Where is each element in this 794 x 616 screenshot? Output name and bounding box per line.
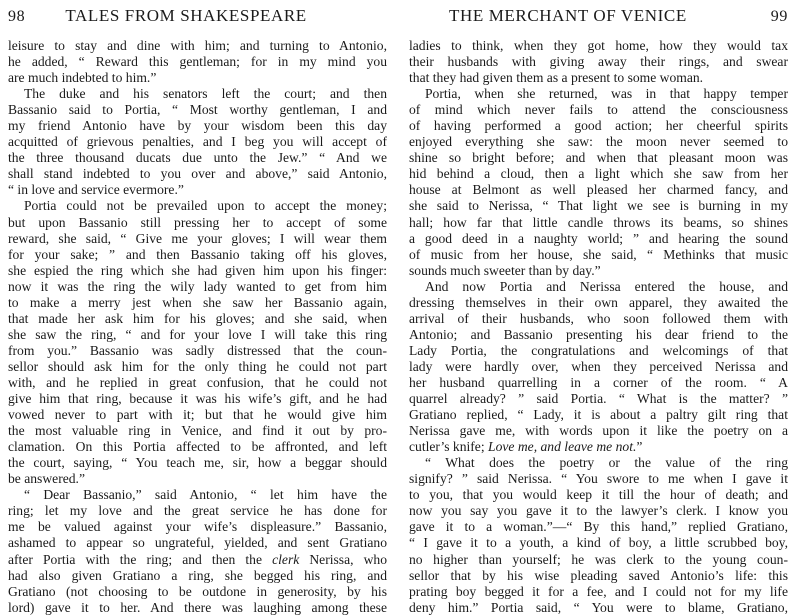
text-line: quarrel already? ” said Portia. “ What is the matter? ” <box>409 391 788 407</box>
text-line: me be valued against your wife’s displeasure.” Bassanio, <box>8 519 387 535</box>
text-line: she espied the ring which she had given him upon his finger: <box>8 262 387 278</box>
text-line: hall; how far that little candle throws its beams, so shines <box>409 214 788 230</box>
text-line: gave it to a woman.”—“ By this hand,” replied Gratiano, <box>409 519 788 535</box>
text-line: arrival of their husbands, who soon followed them with <box>409 310 788 326</box>
text-line: vowed never to part with it; but that he would give him <box>8 407 387 423</box>
text-line: The duke and his senators left the court; and then <box>24 86 387 102</box>
text-line: after Portia with the ring; and then the clerk Nerissa, who <box>8 551 387 567</box>
text-line: Gratiano replied, “ Lady, it is about a paltry gilt ring that <box>409 407 788 423</box>
text-line: for your sake; ” and then Bassanio taking off his gloves, <box>8 246 387 262</box>
text-line: but upon Bassanio still pressing her to accept of some <box>8 214 387 230</box>
text-line: that they had given them as a present to some woman. <box>409 70 704 86</box>
text-line: their husbands with giving away their rings, and swear <box>409 54 788 70</box>
text-line: sounds much sweeter than by day.” <box>409 262 601 278</box>
left-page <box>0 0 397 615</box>
text-line: she said to Nerissa, “ That light we see is burning in my <box>409 198 788 214</box>
text-line: Lady Portia, the congratulations and welcomings of that <box>409 342 788 358</box>
text-line: now you say you gave it to the lawyer’s clerk. I know you <box>409 503 788 519</box>
text-line: Portia could not be prevailed upon to accept the money; <box>24 198 387 214</box>
right-running-head <box>409 6 788 28</box>
left-running-head <box>8 6 387 28</box>
text-line: of having performed a good action; her cheerful spirits <box>409 118 788 134</box>
italic-text: Love me, and leave me not. <box>488 439 637 455</box>
text-line: hid behind a cloud, then a light which she saw from her <box>409 166 788 182</box>
text-line: signify? ” said Nerissa. “ You swore to me when I gave it <box>409 471 788 487</box>
text-line: clamation. On this Portia affected to be affronted, and left <box>8 439 387 455</box>
text-line: house at Belmont as well pleased her charmed fancy, and <box>409 182 788 198</box>
text-line: the most valuable ring in Venice, and find it out by pro- <box>8 423 387 439</box>
right-page <box>397 0 794 615</box>
text-line: dressing themselves in their own apparel, they awaited the <box>409 294 788 310</box>
right-running-title: THE MERCHANT OF VENICE <box>449 6 687 25</box>
text-line: cutler’s knife; Love me, and leave me not.” <box>409 439 643 455</box>
text-line: “ Dear Bassanio,” said Antonio, “ let him have the <box>24 487 387 503</box>
text-line: shine so bright before; and when that pleasant moon was <box>409 150 788 166</box>
italic-text: clerk <box>272 551 300 567</box>
text-line: to you, that you would keep it till the hour of death; and <box>409 487 788 503</box>
text-line: are much indebted to him.” <box>8 70 157 86</box>
text-line: Antonio; and Bassanio presenting his dear friend to the <box>409 326 788 342</box>
text-line: sellor that by his wise pleading saved Antonio’s life: this <box>409 567 788 583</box>
text-line: ladies to think, when they got home, how they would tax <box>409 38 788 53</box>
text-line: leisure to stay and dine with him; and turning to Antonio, <box>8 38 387 53</box>
text-line: sellor should ask him for the only thing he could not part <box>8 358 387 374</box>
text-line: prating boy begged it for a fee, and I could not for my life <box>409 583 788 599</box>
text-line: my friend Antonio have by your wisdom been this day <box>8 118 387 134</box>
right-page-number: 99 <box>770 8 788 25</box>
text-line: “ What does the poetry or the value of the ring <box>425 455 788 471</box>
left-running-title: TALES FROM SHAKESPEARE <box>65 6 307 25</box>
text-line: he added, “ Reward this gentleman; for in my mind you <box>8 54 387 70</box>
text-line: to make a merry jest when she saw her Bassanio again, <box>8 294 387 310</box>
text-line: had also given Gratiano a ring, she begged his ring, and <box>8 567 387 583</box>
text-line: ashamed to appear so ungrateful, yielded, and sent Gratiano <box>8 535 387 551</box>
text-line: reward, she said, “ Give me your gloves; I will wear them <box>8 230 387 246</box>
text-line: the court, saying, “ You teach me, sir, how a beggar should <box>8 455 387 471</box>
text-line: the three thousand ducats due unto the Jew.” “ And we <box>8 150 387 166</box>
text-line: lady were hardly over, when they perceived Nerissa and <box>409 358 788 374</box>
text-line: Portia, when she returned, was in that happy temper <box>425 86 788 102</box>
text-line: of mind which never fails to attend the consciousness <box>409 102 788 118</box>
text-line: Gratiano (not choosing to be outdone in generosity, by his <box>8 583 387 599</box>
text-line: And now Portia and Nerissa entered the house, and <box>425 278 788 294</box>
text-line: lord) gave it to her. And there was laughing among these <box>8 599 387 615</box>
left-page-number: 98 <box>8 8 26 25</box>
text-line: enjoyed everything she saw: the moon never seemed to <box>409 134 788 150</box>
text-line: be answered.” <box>8 471 85 487</box>
text-line: she saw the ring, “ and for your love I will take this ring <box>8 326 387 342</box>
text-line: of music from her house, she said, “ Methinks that music <box>409 246 788 262</box>
left-body-text <box>8 38 387 616</box>
text-line: deny him.” Portia said, “ You were to blame, Gratiano, <box>409 599 788 615</box>
text-line: no higher than yourself; he was clerk to the young coun- <box>409 551 788 567</box>
text-line: now it was the ring the wily lady wanted to get from him <box>8 278 387 294</box>
text-line: her husband quarrelling in a corner of the room. “ A <box>409 374 788 390</box>
text-line: Bassanio said to Portia, “ Most worthy gentleman, I and <box>8 102 387 118</box>
text-line: ring; let my love and the great service he has done for <box>8 503 387 519</box>
text-line: give him that ring, because it was his wife’s gift, and he had <box>8 391 387 407</box>
text-line: “ in love and service evermore.” <box>8 182 184 198</box>
right-body-text <box>409 38 788 616</box>
text-line: Nerissa gave me, with words upon it like the poetry on a <box>409 423 788 439</box>
text-line: a good deed in a naughty world; ” and hearing the sound <box>409 230 788 246</box>
text-line: that made her ask him for his gloves; and she said, when <box>8 310 387 326</box>
text-line: shall stand indebted to you over and above,” said Antonio, <box>8 166 387 182</box>
text-line: with, and he replied in great confusion, that he could not <box>8 374 387 390</box>
text-line: acquitted of grievous penalties, and I beg you will accept of <box>8 134 387 150</box>
text-line: “ I gave it to a youth, a kind of boy, a little scrubbed boy, <box>409 535 788 551</box>
text-line: from you.” Bassanio was sadly distressed that the coun- <box>8 342 387 358</box>
